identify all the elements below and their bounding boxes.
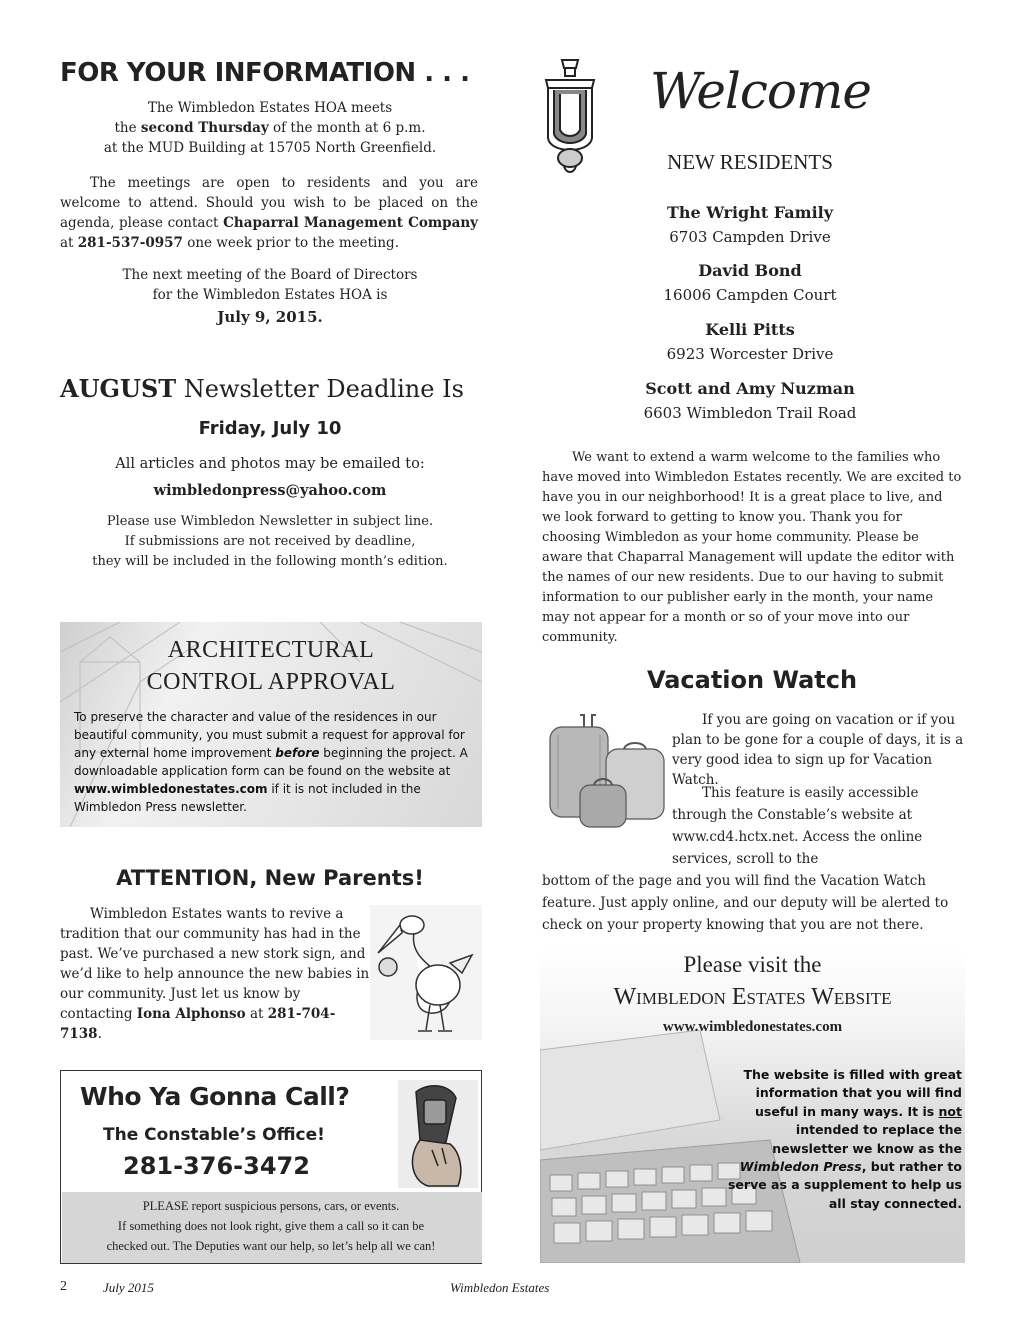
architectural-body: To preserve the character and value of the residences in our beautiful community, you must submit a request for approval for any external home improvement before beginning the project. A downloadable application form can be found on the website at www.wimbledonestates.com if it is not included in the Wimbledon Press newsletter. [74,710,468,814]
attention-phone: 281-704-7138 [60,1006,336,1042]
resident-entry [580,318,920,366]
attention-body: Wimbledon Estates wants to revive a tradition that our community has had in the past. We’ve purchased a new stork sign, and we’d like to help announce the new babies in our community. Just let us know by contacting Iona Alphonso at 281-704-7138. [60,906,370,1042]
attention-contact: Iona Alphonso [136,1006,246,1022]
august-deadline-date: Friday, July 10 [198,418,342,439]
fyi-heading: FOR YOUR INFORMATION . . . [60,58,470,88]
august-note: Please use Wimbledon Newsletter in subject line. If submissions are not received by deadline, they will be included in the following month’s edition. [92,514,448,569]
page-number: 2 [60,1279,67,1294]
august-heading: AUGUST Newsletter Deadline Is [60,374,464,403]
resident-entry [580,201,920,249]
resident-address: 6603 Wimbledon Trail Road [643,404,857,422]
resident-name: David Bond [698,261,802,280]
resident-address: 16006 Campden Court [663,286,837,304]
fyi-next-date: July 9, 2015. [217,308,323,326]
website-url[interactable]: www.wimbledonestates.com [662,1019,843,1035]
resident-address: 6703 Campden Drive [669,228,831,246]
fyi-line2: the second Thursday of the month at 6 p.m. [114,120,426,136]
welcome-body: We want to extend a warm welcome to the families who have moved into Wimbledon Estates recently. We are excited to have you in our neighborhood! It is a great place to live, and we look forward to getting to know you. Thank you for choosing Wimbledon as your home community. Please be aware that Chaparral Management will update the editor with the names of our new residents. Due to our having to submit information to our publisher early in the month, your name may not appear for a month or so of your move into our community. [542,450,962,645]
website-heading-line1: Please visit the [683,952,822,977]
fyi-company: Chaparral Management Company [223,215,478,231]
architectural-url[interactable]: www.wimbledonestates.com [74,782,268,796]
vacation-paragraph-1: If you are going on vacation or if you plan to be gone for a couple of days, it is a very good idea to sign up for Vacation Watch. [672,712,964,788]
fyi-line1: The Wimbledon Estates HOA meets [147,100,393,116]
attention-heading: ATTENTION, New Parents! [116,866,424,890]
resident-address: 6923 Worcester Drive [666,345,834,363]
august-email-info: All articles and photos may be emailed to: wimbledonpress@yahoo.com [60,453,480,502]
fyi-next-meeting: The next meeting of the Board of Directors for the Wimbledon Estates HOA is July 9, 2015. [60,265,480,327]
fyi-line3: at the MUD Building at 15705 North Greenfield. [103,140,437,156]
website-heading-line2: Wimbledon Estates Website [613,984,892,1010]
call-subheading: The Constable’s Office! [103,1125,325,1145]
fyi-meeting-info [60,98,480,158]
stork-illustration [370,905,482,1040]
constable-phone[interactable]: 281-376-3472 [123,1152,310,1180]
website-description: The website is filled with great information that you will find useful in many ways. It is not intended to replace the newsletter we know as the Wimbledon Press, but rather to serve as a supplement to help us all stay connected. [727,1067,962,1211]
resident-name: Scott and Amy Nuzman [645,379,855,398]
new-residents-heading: NEW RESIDENTS [667,150,833,174]
resident-entry [580,377,920,425]
resident-name: The Wright Family [666,203,834,222]
vacation-paragraph-2: This feature is easily accessible through the Constable’s website at www.cd4.hctx.net. Access the online services, scroll to the bottom of the page and you will find the Vacation Watch feature. Just apply online, and our deputy will be alerted to check on your property knowing that you are not there. [542,785,949,933]
resident-name: Kelli Pitts [705,320,795,339]
cell-phone-image [398,1080,478,1188]
call-heading: Who Ya Gonna Call? [80,1082,350,1111]
resident-entry [580,259,920,307]
august-email[interactable]: wimbledonpress@yahoo.com [153,482,387,499]
footer-publication: Wimbledon Estates [450,1280,550,1295]
footer-date: July 2015 [103,1280,154,1295]
constable-note: PLEASE report suspicious persons, cars, or events. If something does not look right, give them a call so it can be checked out. The Deputies want our help, so let’s help all we can! [106,1199,436,1253]
fyi-phone: 281-537-0957 [77,235,183,251]
architectural-heading: ARCHITECTURAL CONTROL APPROVAL [146,637,396,695]
fyi-body: The meetings are open to residents and you are welcome to attend. Should you wish to be placed on the agenda, please contact Chaparral Management Company at 281-537-0957 one week prior to the meeting. [60,175,478,251]
welcome-script-heading: Welcome [650,62,872,120]
vacation-heading: Vacation Watch [646,666,858,694]
